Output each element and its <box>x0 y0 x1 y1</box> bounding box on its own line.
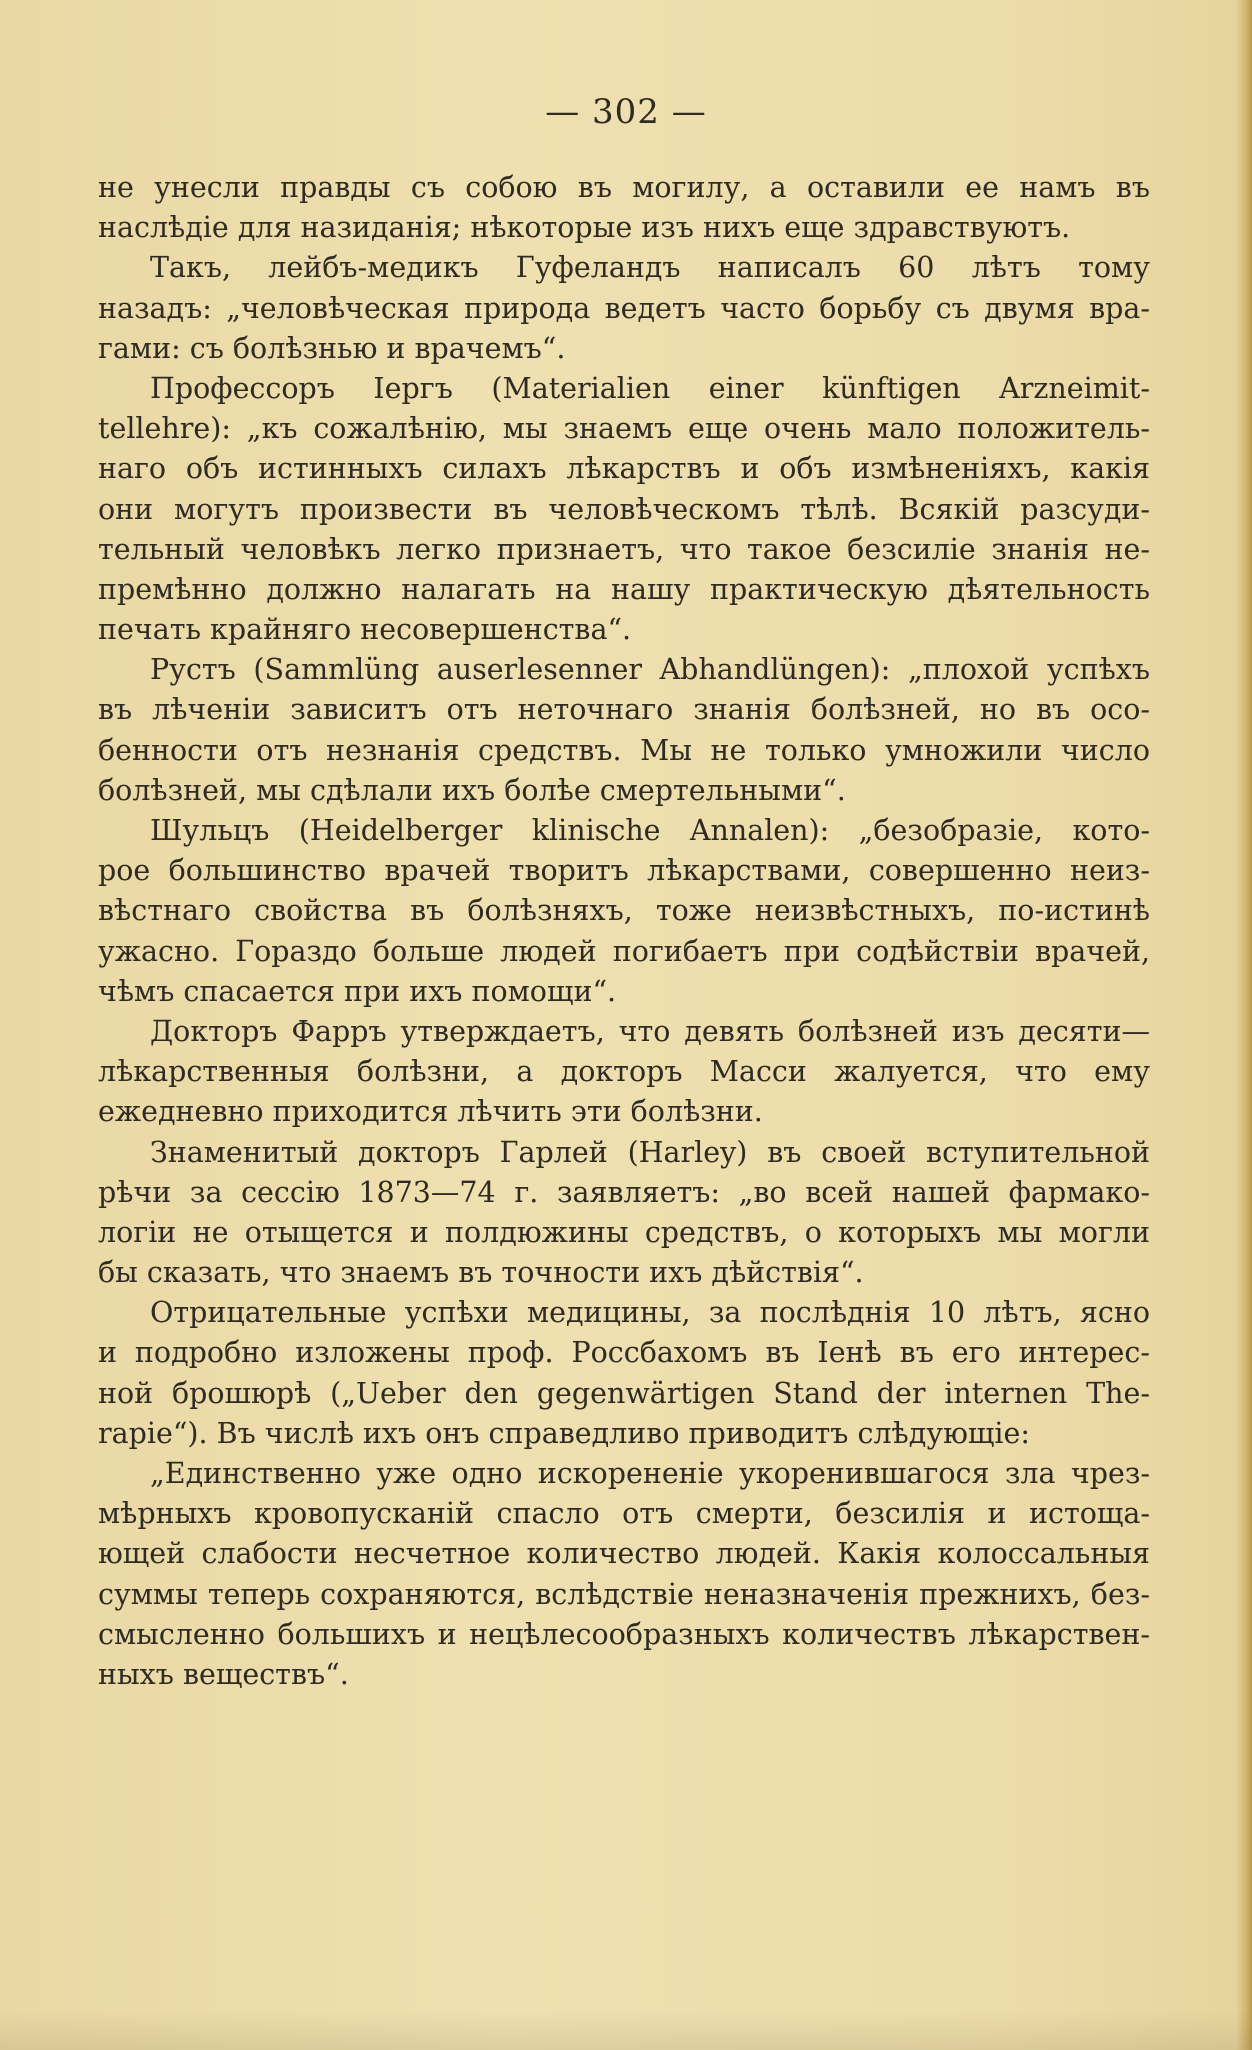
text-line: „Единственно уже одно искорененіе укоренившагося зла чрез- <box>150 1457 1150 1490</box>
text-line: наслѣдіе для назиданія; нѣкоторые изъ нихъ еще здравствуютъ. <box>98 211 1071 245</box>
text-line: бенности отъ незнанія средствъ. Мы не только умножили число <box>98 733 1150 767</box>
body-text <box>98 168 1150 1695</box>
text-line: мѣрныхъ кровопусканій спасло отъ смерти, безсилія и истоща- <box>98 1497 1150 1531</box>
text-line: лѣкарственныя болѣзни, а докторъ Масси жалуется, что ему <box>98 1055 1150 1089</box>
text-line: суммы теперь сохраняются, вслѣдствіе неназначенія прежнихъ, без- <box>98 1577 1150 1611</box>
text-line: Знаменитый докторъ Гарлей (Harley) въ своей вступительной <box>150 1135 1150 1169</box>
text-line: смысленно большихъ и нецѣлесообразныхъ количествъ лѣкарствен- <box>98 1617 1150 1651</box>
text-line: Докторъ Фарръ утверждаетъ, что девять болѣзней изъ десяти— <box>150 1014 1150 1048</box>
text-line: болѣзней, мы сдѣлали ихъ болѣе смертельными“. <box>98 773 846 807</box>
text-line: премѣнно должно налагать на нашу практическую дѣятельность <box>98 572 1150 606</box>
text-line: тельный человѣкъ легко признаетъ, что такое безсиліе знанія не- <box>98 532 1150 566</box>
text-line: ющей слабости несчетное количество людей. Какія колоссальныя <box>98 1537 1150 1571</box>
text-line: рое большинство врачей творитъ лѣкарствами, совершенно неиз- <box>98 854 1150 888</box>
text-line: они могутъ произвести въ человѣческомъ тѣлѣ. Всякій разсуди- <box>98 492 1150 526</box>
text-line: назадъ: „человѣческая природа ведетъ часто борьбу съ двумя вра- <box>98 291 1150 325</box>
page-number: — 302 — <box>545 92 707 132</box>
text-line: ужасно. Гораздо больше людей погибаетъ при содѣйствіи врачей, <box>98 934 1150 968</box>
text-line: наго объ истинныхъ силахъ лѣкарствъ и объ измѣненіяхъ, какія <box>98 452 1150 486</box>
text-line: рѣчи за сессію 1873—74 г. заявляетъ: „во всей нашей фармако- <box>98 1175 1150 1209</box>
text-line: Профессоръ Іергъ (Materialien einer künftigen Arzneimit- <box>150 371 1150 405</box>
page-bottom-shadow <box>0 2010 1252 2050</box>
text-line: и подробно изложены проф. Россбахомъ въ Іенѣ въ его интерес- <box>98 1336 1150 1370</box>
page-edge <box>1236 0 1252 2050</box>
text-line: Отрицательные успѣхи медицины, за послѣднія 10 лѣтъ, ясно <box>150 1296 1150 1330</box>
text-line: rapie“). Въ числѣ ихъ онъ справедливо приводитъ слѣдующіе: <box>98 1416 1030 1450</box>
text-line: tellehre): „къ сожалѣнію, мы знаемъ еще очень мало положитель- <box>98 412 1150 446</box>
text-line: не унесли правды съ собою въ могилу, а оставили ее намъ въ <box>98 171 1150 204</box>
text-line: вѣстнаго свойства въ болѣзняхъ, тоже неизвѣстныхъ, по-истинѣ <box>98 894 1150 928</box>
text-line: ежедневно приходится лѣчить эти болѣзни. <box>98 1095 763 1129</box>
text-line: Такъ, лейбъ-медикъ Гуфеландъ написалъ 60 лѣтъ тому <box>150 251 1150 285</box>
text-line: логіи не отыщется и полдюжины средствъ, о которыхъ мы могли <box>98 1215 1150 1249</box>
text-line: въ лѣченіи зависитъ отъ неточнаго знанія болѣзней, но въ осо- <box>98 693 1150 727</box>
text-line: Рустъ (Sammlüng auserlesenner Abhandlüngen): „плохой успѣхъ <box>150 653 1150 687</box>
text-line: гами: съ болѣзнью и врачемъ“. <box>98 331 566 365</box>
text-line: ной брошюрѣ („Ueber den gegenwärtigen Stand der internen The- <box>98 1376 1150 1410</box>
text-line: бы сказать, что знаемъ въ точности ихъ дѣйствія“. <box>98 1256 864 1290</box>
text-line: печать крайняго несовершенства“. <box>98 613 632 647</box>
text-line: ныхъ веществъ“. <box>98 1657 349 1691</box>
text-line: Шульцъ (Heidelberger klinische Annalen): „безобразіе, кото- <box>150 814 1150 847</box>
text-line: чѣмъ спасается при ихъ помощи“. <box>98 974 617 1008</box>
